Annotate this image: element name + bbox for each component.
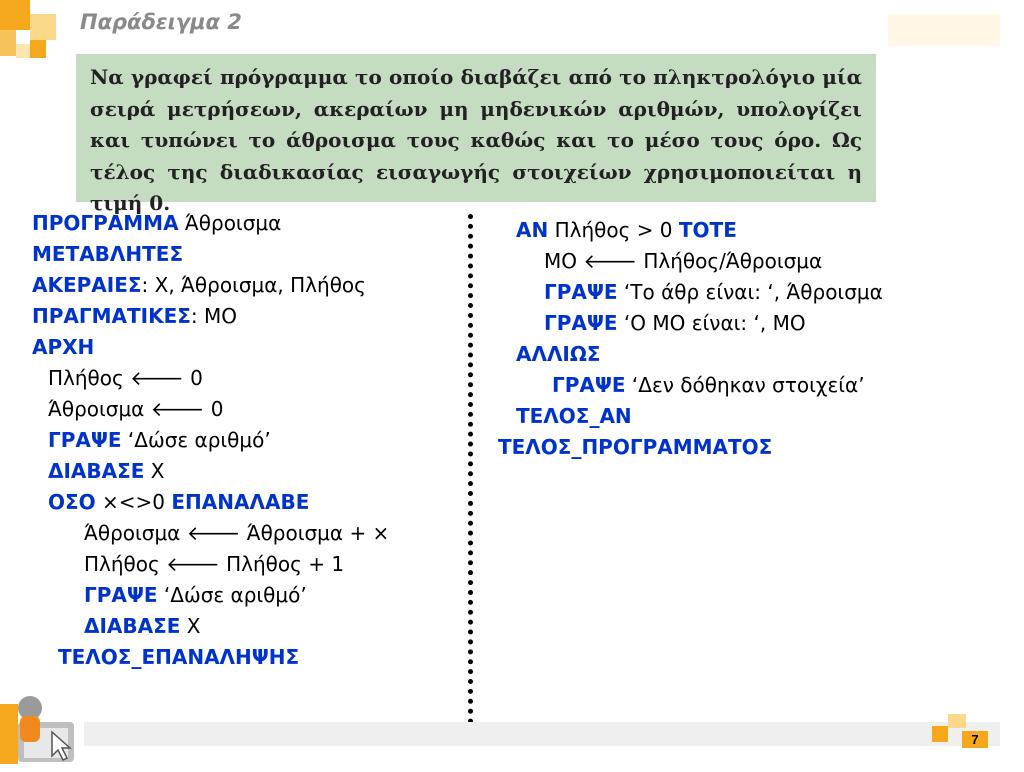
task-description-text: Να γραφεί πρόγραμμα το οποίο διαβάζει από το πληκτρολόγιο μία σειρά μετρήσεων, ακεραίων μη μηδενικών αριθμών, υπολογίζει και τυπώνει το άθροισμα τους καθώς και το μέσο τους όρο. Ως τέλος της διαδικασίας εισαγωγής στοιχείων χρησιμοποιείται η τιμή 0. bbox=[90, 65, 862, 215]
code-text: ‘Δώσε αριθμό’ bbox=[121, 428, 271, 452]
code-keyword: ΓΡΑΨΕ bbox=[48, 428, 122, 452]
code-line bbox=[544, 277, 883, 308]
column-divider bbox=[468, 214, 473, 734]
code-text: ‘Ο ΜΟ είναι: ‘, ΜΟ bbox=[617, 311, 806, 335]
logo-icon bbox=[0, 694, 84, 768]
code-keyword: ΓΡΑΨΕ bbox=[544, 311, 618, 335]
code-text: ΜΟ 🡐 Πλήθος/Άθροισμα bbox=[544, 249, 823, 273]
code-text: Χ bbox=[180, 614, 201, 638]
code-text: Πλήθος > 0 bbox=[548, 218, 679, 242]
task-description-box bbox=[76, 54, 876, 215]
left-code-block bbox=[32, 208, 390, 673]
code-keyword: ΑΚΕΡΑΙΕΣ bbox=[32, 273, 142, 297]
corner-decoration-square bbox=[0, 0, 30, 30]
slide-title: Παράδειγμα 2 bbox=[80, 10, 242, 34]
code-keyword: ΔΙΑΒΑΣΕ bbox=[48, 459, 145, 483]
code-keyword: ΤΕΛΟΣ_ΠΡΟΓΡΑΜΜΑΤΟΣ bbox=[498, 435, 773, 459]
code-line bbox=[84, 549, 418, 580]
corner-decoration-square bbox=[30, 14, 56, 40]
code-keyword: ΠΡΟΓΡΑΜΜΑ bbox=[32, 211, 179, 235]
right-code-block bbox=[498, 215, 883, 463]
corner-decoration-square bbox=[30, 40, 46, 58]
corner-decoration-square bbox=[0, 30, 16, 56]
code-text: Πλήθος 🡐 Πλήθος + 1 bbox=[84, 552, 345, 576]
code-keyword: ΑΝ bbox=[516, 218, 549, 242]
page-number: 7 bbox=[962, 731, 988, 748]
code-line bbox=[544, 246, 883, 277]
code-keyword: ΤΕΛΟΣ_ΕΠΑΝΑΛΗΨΗΣ bbox=[58, 645, 300, 669]
code-keyword: ΜΕΤΑΒΛΗΤΕΣ bbox=[32, 242, 184, 266]
code-line bbox=[552, 370, 891, 401]
code-line bbox=[84, 611, 418, 642]
code-line bbox=[48, 394, 382, 425]
code-line bbox=[48, 456, 382, 487]
code-line bbox=[516, 339, 855, 370]
code-text: Χ bbox=[144, 459, 165, 483]
code-text: ‘Δώσε αριθμό’ bbox=[157, 583, 307, 607]
footer-decoration-square bbox=[948, 714, 966, 728]
code-keyword: ΤΕΛΟΣ_ΑΝ bbox=[516, 404, 632, 428]
code-line bbox=[32, 208, 366, 239]
code-text: : ΜΟ bbox=[190, 304, 237, 328]
code-text: ×<>0 bbox=[95, 490, 172, 514]
footer-bar bbox=[84, 722, 1000, 746]
code-line bbox=[32, 270, 366, 301]
code-keyword: ΟΣΟ bbox=[48, 490, 96, 514]
code-line bbox=[48, 425, 382, 456]
code-keyword: ΔΙΑΒΑΣΕ bbox=[84, 614, 181, 638]
code-line bbox=[48, 487, 382, 518]
code-text: ‘Το άθρ είναι: ‘, Άθροισμα bbox=[617, 280, 883, 304]
code-line bbox=[498, 432, 837, 463]
code-line bbox=[544, 308, 883, 339]
code-line bbox=[32, 239, 366, 270]
code-text: ‘Δεν δόθηκαν στοιχεία’ bbox=[625, 373, 865, 397]
code-text: Άθροισμα 🡐 0 bbox=[48, 397, 224, 421]
code-line bbox=[32, 301, 366, 332]
code-keyword: ΑΡΧΗ bbox=[32, 335, 95, 359]
code-line bbox=[58, 642, 392, 673]
footer-decoration-square bbox=[932, 726, 948, 742]
code-line bbox=[516, 215, 855, 246]
code-keyword: ΠΡΑΓΜΑΤΙΚΕΣ bbox=[32, 304, 191, 328]
code-line bbox=[84, 580, 418, 611]
code-text: : Χ, Άθροισμα, Πλήθος bbox=[141, 273, 366, 297]
code-text: Άθροισμα 🡐 Άθροισμα + × bbox=[84, 521, 390, 545]
code-line bbox=[516, 401, 855, 432]
code-keyword: ΓΡΑΨΕ bbox=[84, 583, 158, 607]
code-keyword: ΤΟΤΕ bbox=[678, 218, 737, 242]
code-keyword: ΕΠΑΝΑΛΑΒΕ bbox=[171, 490, 310, 514]
code-text: Πλήθος 🡐 0 bbox=[48, 366, 203, 390]
header-tag-decoration bbox=[888, 14, 1000, 46]
code-keyword: ΑΛΛΙΩΣ bbox=[516, 342, 601, 366]
code-text: Άθροισμα bbox=[178, 211, 282, 235]
corner-decoration-square bbox=[16, 44, 30, 58]
code-keyword: ΓΡΑΨΕ bbox=[544, 280, 618, 304]
code-line bbox=[84, 518, 418, 549]
code-line bbox=[32, 332, 366, 363]
code-line bbox=[48, 363, 382, 394]
code-keyword: ΓΡΑΨΕ bbox=[552, 373, 626, 397]
